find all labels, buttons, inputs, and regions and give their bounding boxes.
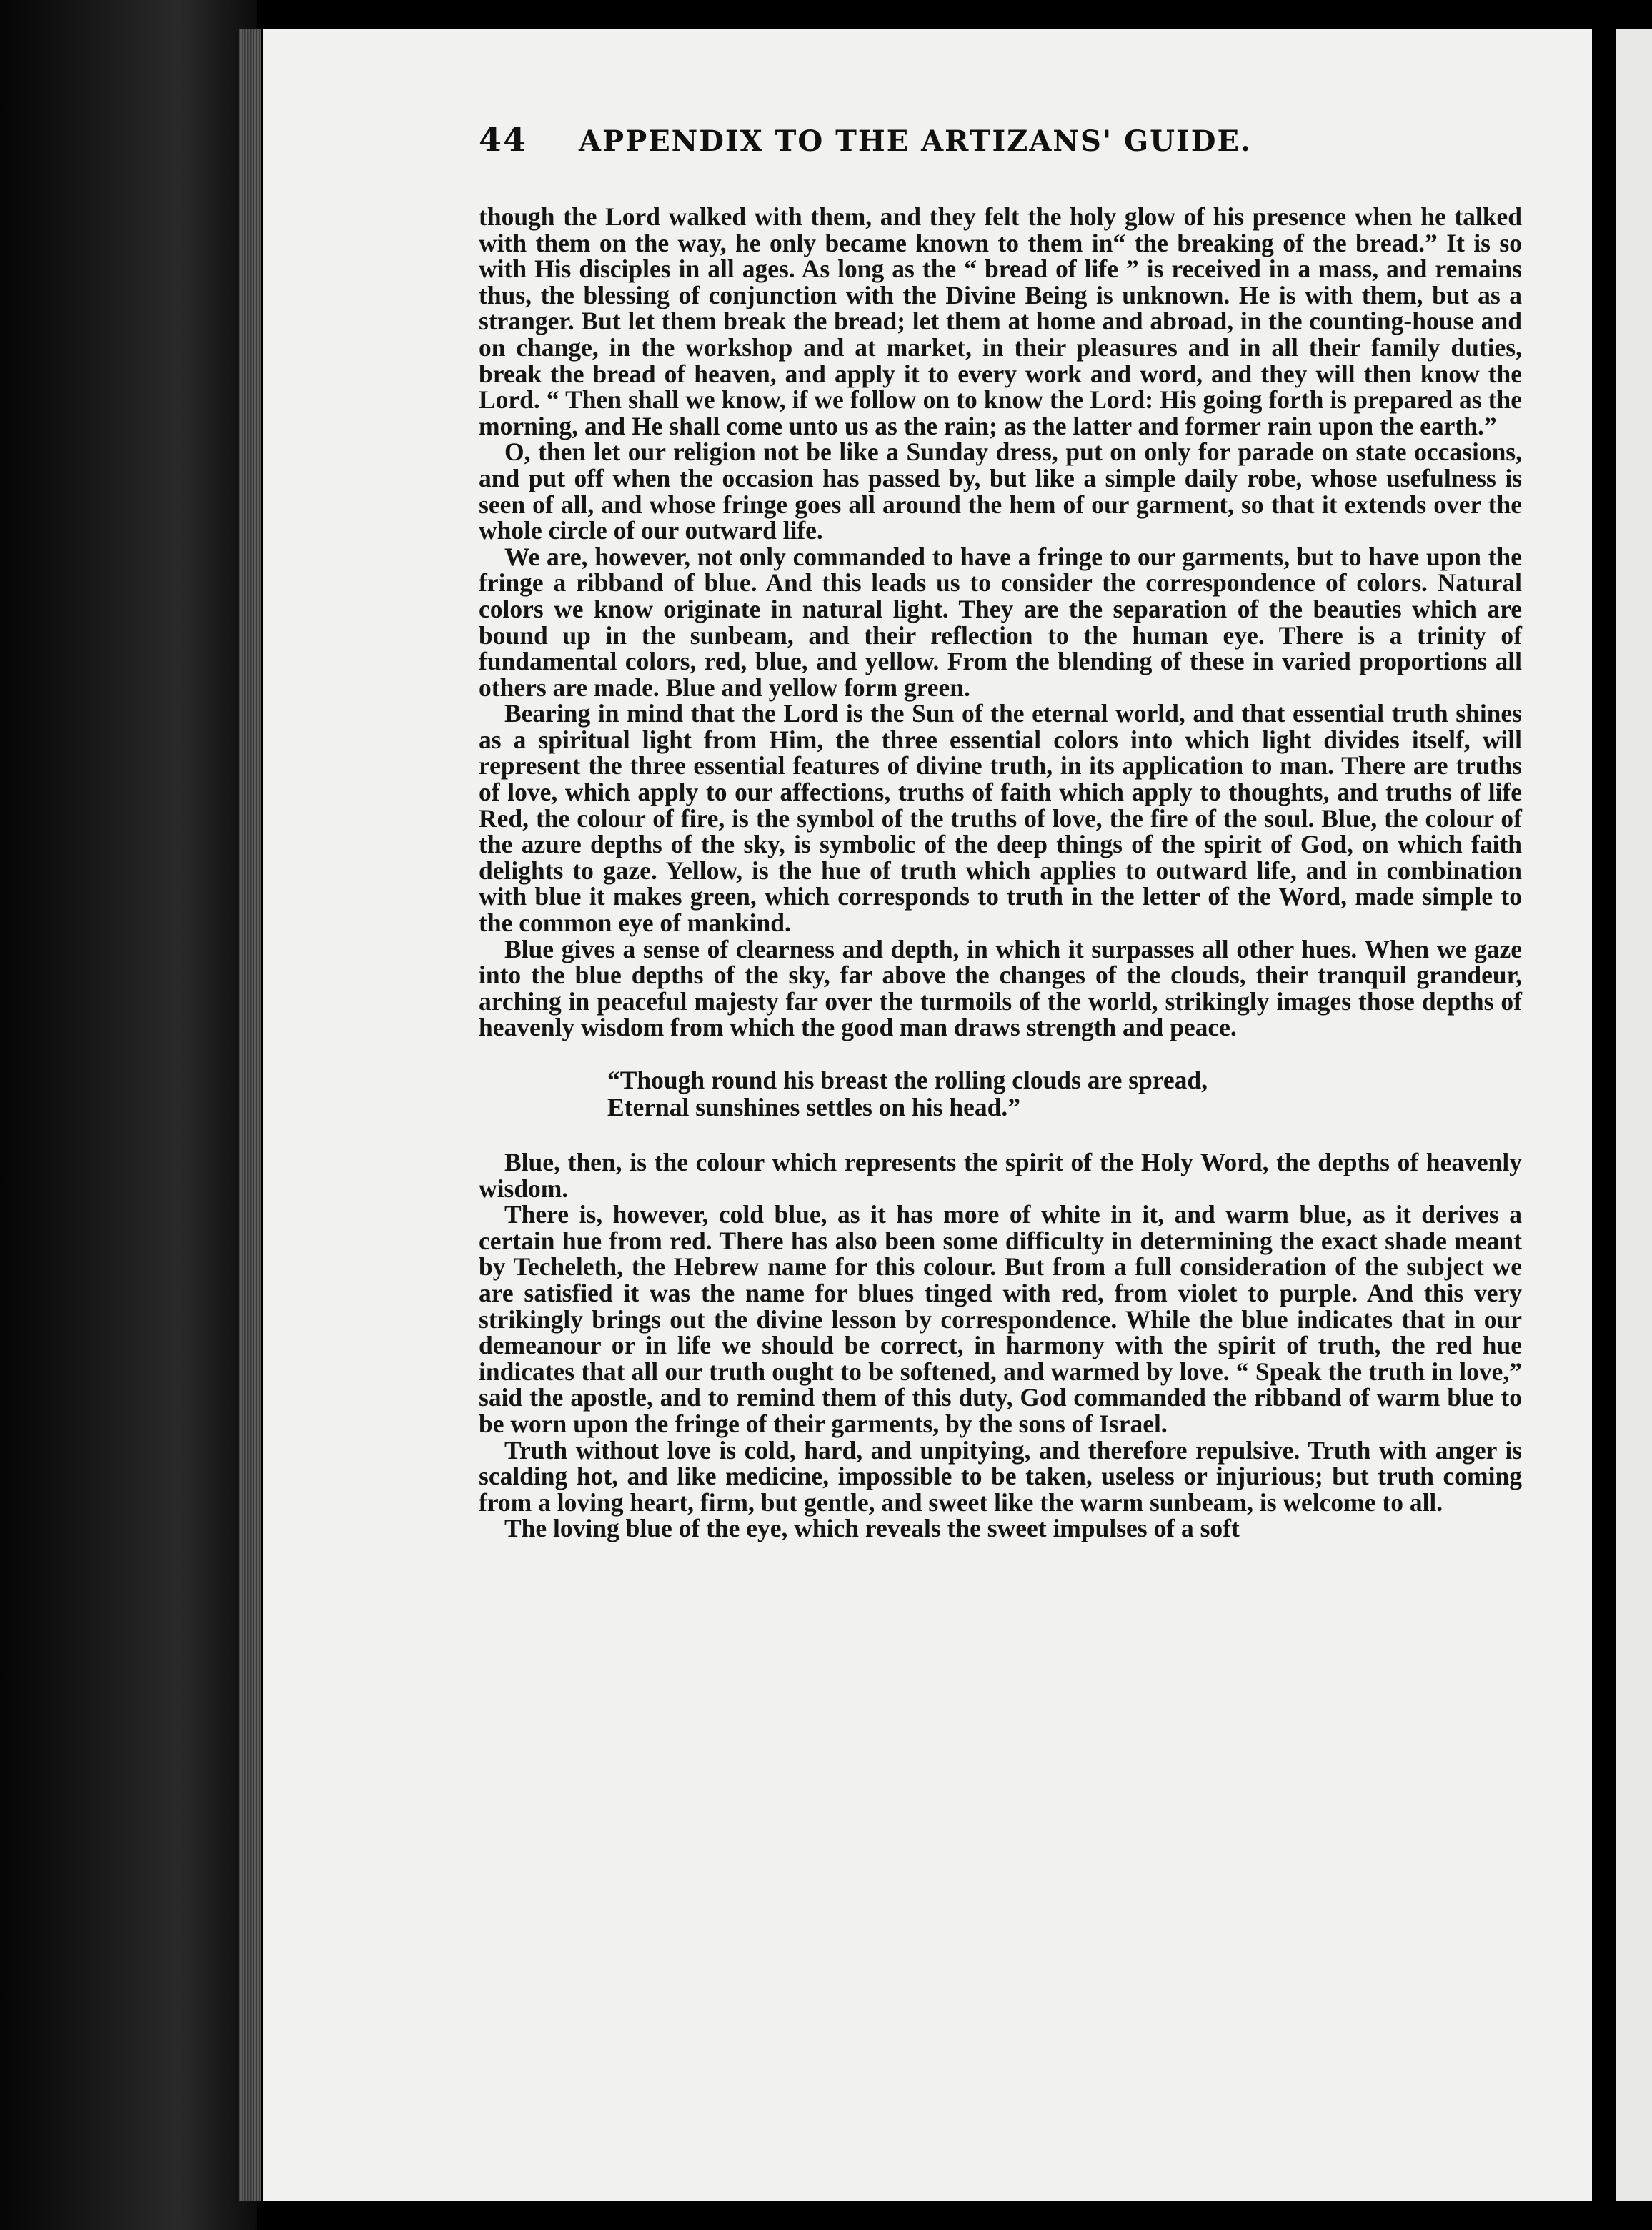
paragraph: Blue gives a sense of clearness and depth, in which it surpasses all other hues. When we gaze into the blue depths of the sky, far above the changes of the clouds, their tranquil grandeur, arching in peaceful majesty far over the turmoils of the world, strikingly images those depths of heavenly wisdom from which the good man draws strength and peace. xyxy=(479,934,1522,1042)
book-spine xyxy=(0,0,257,2230)
running-title: APPENDIX TO THE ARTIZANS' GUIDE. xyxy=(579,124,1252,158)
paragraph: Bearing in mind that the Lord is the Sun of the eternal world, and that essential truth shines as a spiritual light from Him, the three essential colors into which light divides itself, will represent the three essential features of divine truth, in its application to man. There are truths of love, which apply to our affections, truths of faith which apply to thoughts, and truths of life Red, the colour of fire, is the symbol of the truths of love, the fire of the soul. Blue, the colour of the azure depths of the sky, is symbolic of the deep things of the spirit of God, on which faith delights to gaze. Yellow, is the hue of truth which applies to outward life, and in combination with blue it makes green, which corresponds to truth in the letter of the Word, made simple to the common eye of mankind. xyxy=(479,699,1522,938)
page-edges xyxy=(239,29,261,2201)
page-body xyxy=(479,204,1522,1542)
verse-line: Eternal sunshines settles on his head.” xyxy=(607,1093,1020,1121)
paragraph: Blue, then, is the colour which represents the spirit of the Holy Word, the depths of heavenly wisdom. xyxy=(479,1148,1522,1203)
next-page-edge xyxy=(1616,29,1652,2201)
page-number: 44 xyxy=(479,120,528,159)
paragraph: Truth without love is cold, hard, and unpitying, and therefore repulsive. Truth with anger is scalding hot, and like medicine, impossible to be taken, useless or injurious; but truth coming from a loving heart, firm, but gentle, and sweet like the warm sunbeam, is welcome to all. xyxy=(479,1435,1522,1517)
paragraph: The loving blue of the eye, which reveals the sweet impulses of a soft xyxy=(504,1514,1240,1543)
verse-quote xyxy=(607,1066,1522,1121)
paragraph: though the Lord walked with them, and they felt the holy glow of his presence when he talked with them on the way, he only became known to them in“ the breaking of the bread.” It is so with His disciples in all ages. As long as the “ bread of life ” is received in a mass, and remains thus, the blessing of conjunction with the Divine Being is unknown. He is with them, but as a stranger. But let them break the bread; let them at home and abroad, in the counting-house and on change, in the workshop and at market, in their pleasures and in all their family duties, break the bread of heaven, and apply it to every work and word, and they will then know the Lord. “ Then shall we know, if we follow on to know the Lord: His going forth is prepared as the morning, and He shall come unto us as the rain; as the latter and former rain upon the earth.” xyxy=(479,202,1522,440)
verse-line: “Though round his breast the rolling clouds are spread, xyxy=(607,1066,1208,1094)
running-header xyxy=(479,120,1379,163)
paragraph: There is, however, cold blue, as it has more of white in it, and warm blue, as it derives a certain hue from red. There has also been some difficulty in determining the exact shade meant by Techeleth, the Hebrew name for this colour. But from a full consideration of the subject we are satisfied it was the name for blues tinged with red, from violet to purple. And this very strikingly brings out the divine lesson by correspondence. While the blue indicates that in our demeanour or in life we should be correct, in harmony with the spirit of truth, the red hue indicates that all our truth ought to be softened, and warmed by love. “ Speak the truth in love,” said the apostle, and to remind them of this duty, God commanded the ribband of warm blue to be worn upon the fringe of their garments, by the sons of Israel. xyxy=(479,1200,1522,1438)
paragraph: O, then let our religion not be like a Sunday dress, put on only for parade on state occasions, and put off when the occasion has passed by, but like a simple daily robe, whose usefulness is seen of all, and whose fringe goes all around the hem of our garment, so that it extends over the whole circle of our outward life. xyxy=(479,437,1522,545)
paragraph: We are, however, not only commanded to have a fringe to our garments, but to have upon the fringe a ribband of blue. And this leads us to consider the correspondence of colors. Natural colors we know originate in natural light. They are the separation of the beauties which are bound up in the sunbeam, and their reflection to the human eye. There is a trinity of fundamental colors, red, blue, and yellow. From the blending of these in varied proportions all others are made. Blue and yellow form green. xyxy=(479,542,1522,702)
